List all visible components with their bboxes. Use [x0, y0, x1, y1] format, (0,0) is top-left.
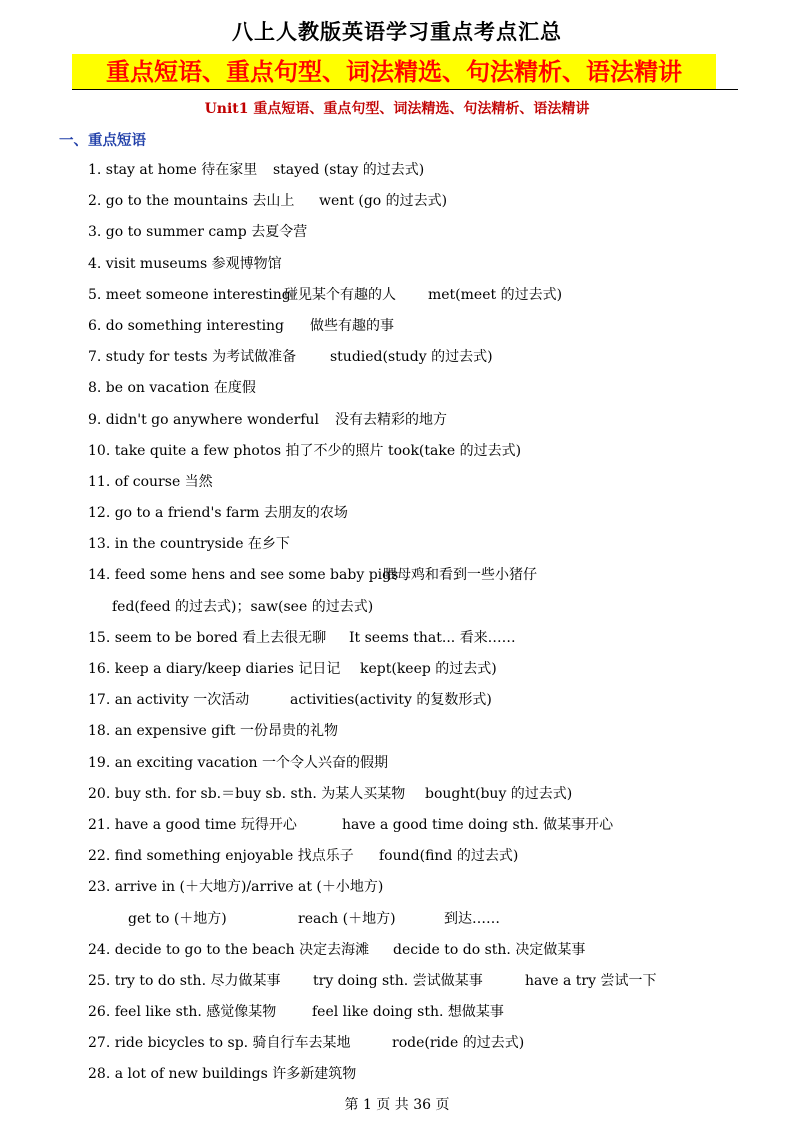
phrase-text: 27. ride bicycles to sp. 骑自行车去某地 [88, 1035, 351, 1052]
list-item [0, 156, 794, 187]
unit-heading: Unit1 重点短语、重点句型、词法精选、句法精析、语法精讲 [204, 101, 590, 117]
list-item [0, 343, 794, 374]
list-item [0, 686, 794, 717]
list-item [0, 499, 794, 530]
list-item [0, 842, 794, 873]
phrase-text: 23. arrive in (＋大地方)/arrive at (＋小地方) [88, 879, 384, 896]
topic-banner: 重点短语、重点句型、词法精选、句法精析、语法精讲 [72, 54, 716, 90]
phrase-note: bought(buy 的过去式) [425, 785, 573, 802]
list-item [0, 780, 794, 811]
list-item [0, 593, 794, 624]
phrase-note: have a good time doing sth. 做某事开心 [342, 816, 614, 833]
phrase-note: met(meet 的过去式) [428, 286, 563, 303]
list-item [0, 624, 794, 655]
list-item [0, 749, 794, 780]
phrase-note: activities(activity 的复数形式) [290, 692, 492, 709]
phrase-note: found(find 的过去式) [379, 848, 519, 865]
list-item [0, 187, 794, 218]
phrase-text: 18. an expensive gift 一份昂贵的礼物 [88, 723, 338, 740]
phrase-text: 17. an activity 一次活动 [88, 692, 250, 709]
phrase-text: 26. feel like sth. 感觉像某物 [88, 1004, 277, 1021]
list-item [0, 406, 794, 437]
phrase-text: 1. stay at home 待在家里 [88, 162, 258, 178]
phrase-text: 16. keep a diary/keep diaries 记日记 [88, 661, 341, 677]
phrase-text: reach (＋地方) [298, 910, 396, 927]
list-item [0, 561, 794, 592]
list-item [0, 936, 794, 967]
list-item [0, 374, 794, 405]
phrase-text: 19. an exciting vacation 一个令人兴奋的假期 [88, 754, 389, 771]
list-item [0, 530, 794, 561]
phrase-translation: 做些有趣的事 [310, 317, 394, 334]
document-title: 八上人教版英语学习重点考点汇总 [232, 20, 562, 44]
phrase-note: decide to do sth. 决定做某事 [393, 941, 586, 958]
phrase-translation: 没有去精彩的地方 [335, 411, 447, 428]
list-item [0, 811, 794, 842]
phrase-text: 3. go to summer camp 去夏令营 [88, 224, 308, 241]
list-item [0, 281, 794, 312]
list-item [0, 967, 794, 998]
phrase-text: 4. visit museums 参观博物馆 [88, 255, 282, 272]
phrase-text: 11. of course 当然 [88, 473, 213, 490]
list-item [0, 468, 794, 499]
phrase-text: 5. meet someone interesting [88, 286, 291, 303]
phrase-text: 14. feed some hens and see some baby pigs [88, 567, 399, 584]
list-item [0, 873, 794, 904]
phrase-translation: 喂母鸡和看到一些小猪仔 [383, 567, 537, 584]
list-item [0, 437, 794, 468]
phrase-list [0, 156, 794, 1092]
list-item [0, 998, 794, 1029]
phrase-text: 12. go to a friend's farm 去朋友的农场 [88, 505, 348, 522]
phrase-translation: 到达…… [444, 910, 500, 927]
phrase-note: try doing sth. 尝试做某事 [313, 972, 483, 989]
phrase-text: 2. go to the mountains 去山上 [88, 193, 295, 210]
phrase-note: have a try 尝试一下 [525, 972, 657, 989]
phrase-text: 15. seem to be bored 看上去很无聊 [88, 629, 327, 646]
list-item [0, 717, 794, 748]
phrase-text: 25. try to do sth. 尽力做某事 [88, 972, 281, 989]
phrase-text: 13. in the countryside 在乡下 [88, 536, 290, 553]
phrase-text: 28. a lot of new buildings 许多新建筑物 [88, 1066, 357, 1083]
phrase-note: feel like doing sth. 想做某事 [312, 1004, 504, 1021]
phrase-text: 7. study for tests 为考试做准备 [88, 349, 297, 366]
page-number: 第 1 页 共 36 页 [344, 1097, 450, 1113]
phrase-note: stayed (stay 的过去式) [273, 162, 425, 178]
phrase-note: kept(keep 的过去式) [360, 661, 497, 677]
phrase-text: 8. be on vacation 在度假 [88, 380, 256, 397]
header-divider [72, 89, 738, 90]
list-item [0, 905, 794, 936]
phrase-note: rode(ride 的过去式) [392, 1035, 525, 1052]
section-heading: 一、重点短语 [59, 132, 146, 149]
list-item [0, 312, 794, 343]
phrase-note: It seems that... 看来…… [349, 629, 516, 646]
phrase-note: fed(feed 的过去式)；saw(see 的过去式) [112, 598, 374, 615]
phrase-text: 9. didn't go anywhere wonderful [88, 411, 320, 428]
phrase-text: 20. buy sth. for sb.＝buy sb. sth. 为某人买某物 [88, 785, 406, 802]
list-item [0, 655, 794, 686]
list-item [0, 1060, 794, 1091]
phrase-text: get to (＋地方) [128, 910, 227, 927]
phrase-text: 21. have a good time 玩得开心 [88, 816, 297, 833]
phrase-translation: 碰见某个有趣的人 [284, 286, 396, 303]
phrase-text: 24. decide to go to the beach 决定去海滩 [88, 941, 370, 958]
phrase-note: studied(study 的过去式) [330, 349, 493, 366]
list-item [0, 218, 794, 249]
phrase-text: 6. do something interesting [88, 317, 285, 334]
phrase-text: 22. find something enjoyable 找点乐子 [88, 848, 354, 865]
list-item [0, 1029, 794, 1060]
list-item [0, 250, 794, 281]
phrase-text: 10. take quite a few photos 拍了不少的照片 took(take 的过去式) [88, 442, 522, 459]
phrase-note: went (go 的过去式) [319, 193, 448, 210]
